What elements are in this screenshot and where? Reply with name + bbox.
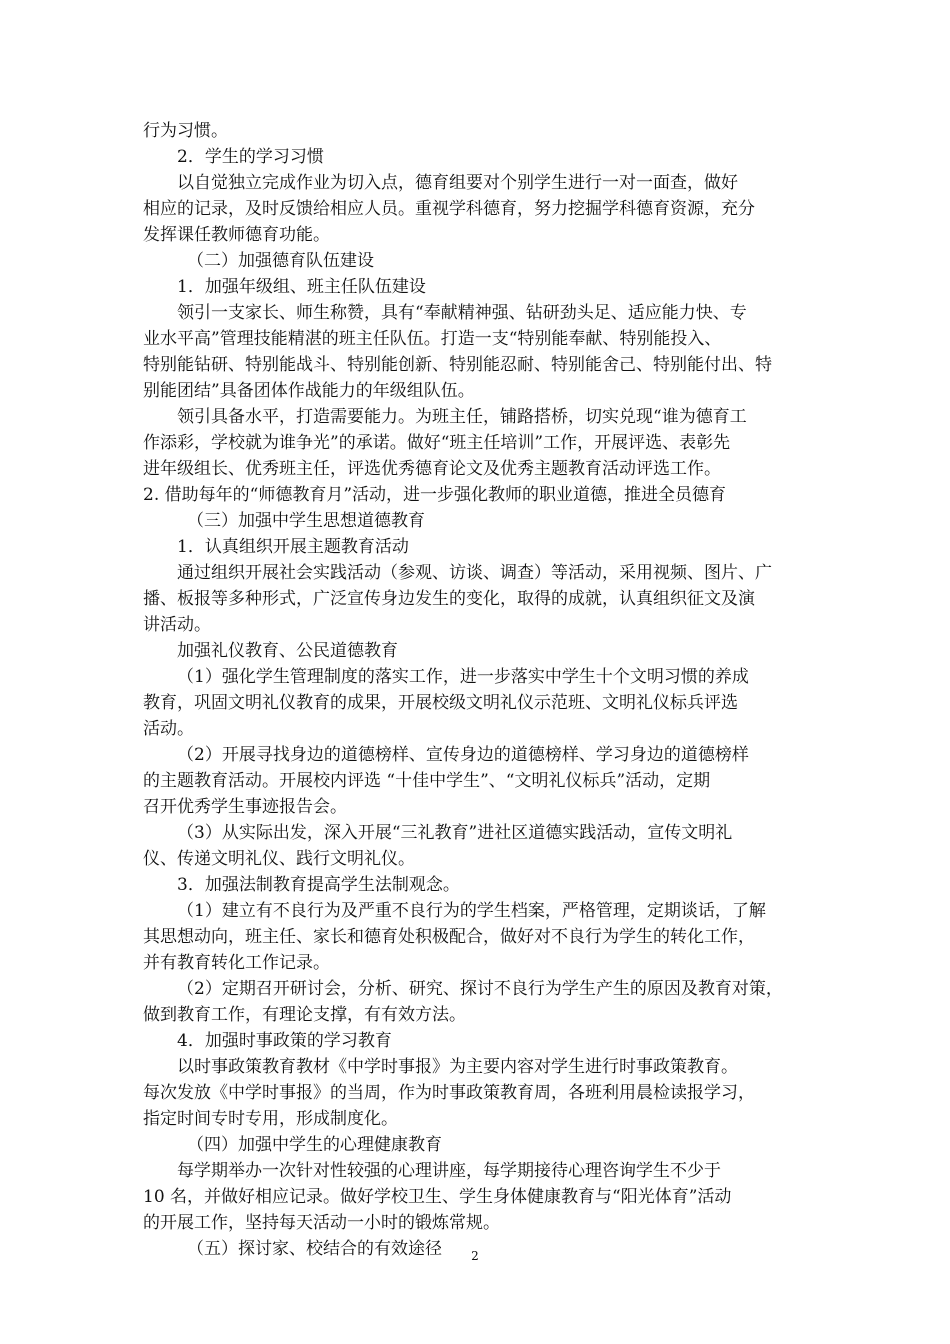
text-line: （1）强化学生管理制度的落实工作，进一步落实中学生十个文明习惯的养成	[177, 667, 749, 687]
text-line: 发挥课任教师德育功能。	[143, 225, 330, 245]
text-line: 1．认真组织开展主题教育活动	[177, 537, 409, 557]
text-line: 作添彩，学校就为谁争光”的承诺。做好“班主任培训”工作，开展评选、表彰先	[143, 433, 731, 453]
text-line: 每学期举办一次针对性较强的心理讲座，每学期接待心理咨询学生不少于	[177, 1161, 721, 1181]
text-line: 讲活动。	[143, 615, 211, 635]
text-line: 播、板报等多种形式，广泛宣传身边发生的变化，取得的成就，认真组织征文及演	[143, 589, 755, 609]
text-line: 并有教育转化工作记录。	[143, 953, 330, 973]
text-line: 10 名，并做好相应记录。做好学校卫生、学生身体健康教育与“阳光体育”活动	[143, 1187, 732, 1207]
text-line: 其思想动向，班主任、家长和德育处积极配合，做好对不良行为学生的转化工作，	[143, 927, 755, 947]
text-line: 行为习惯。	[143, 121, 228, 141]
text-line: 教育，巩固文明礼仪教育的成果，开展校级文明礼仪示范班、文明礼仪标兵评选	[143, 693, 738, 713]
text-line: 业水平高”管理技能精湛的班主任队伍。打造一支“特别能奉献、特别能投入、	[143, 329, 722, 349]
text-line: 4．加强时事政策的学习教育	[177, 1031, 392, 1051]
text-line: 以时事政策教育教材《中学时事报》为主要内容对学生进行时事政策教育。	[177, 1057, 738, 1077]
text-line: 进年级组长、优秀班主任，评选优秀德育论文及优秀主题教育活动评选工作。	[143, 459, 721, 479]
text-line: 领引具备水平，打造需要能力。为班主任，铺路搭桥，切实兑现“谁为德育工	[177, 407, 747, 427]
text-line: 以自觉独立完成作业为切入点，德育组要对个别学生进行一对一面查，做好	[177, 173, 738, 193]
text-line: 别能团结”具备团体作战能力的年级组队伍。	[143, 381, 475, 401]
text-line: 召开优秀学生事迹报告会。	[143, 797, 347, 817]
text-line: 2. 借助每年的“师德教育月”活动，进一步强化教师的职业道德，推进全员德育	[143, 485, 727, 505]
text-line: （1）建立有不良行为及严重不良行为的学生档案，严格管理，定期谈话，了解	[177, 901, 766, 921]
text-line: 仪、传递文明礼仪、践行文明礼仪。	[143, 849, 415, 869]
text-line: 指定时间专时专用，形成制度化。	[143, 1109, 398, 1129]
text-line: 相应的记录，及时反馈给相应人员。重视学科德育，努力挖掘学科德育资源，充分	[143, 199, 755, 219]
text-line: 1．加强年级组、班主任队伍建设	[177, 277, 426, 297]
text-line: 的开展工作，坚持每天活动一小时的锻炼常规。	[143, 1213, 500, 1233]
document-body	[143, 118, 813, 1262]
text-line: 的主题教育活动。开展校内评选 “十佳中学生”、“文明礼仪标兵”活动，定期	[143, 771, 711, 791]
text-line: 2．学生的学习习惯	[177, 147, 324, 167]
text-line: （2）定期召开研讨会，分析、研究、探讨不良行为学生产生的原因及教育对策，	[177, 979, 783, 999]
text-line: 领引一支家长、师生称赞，具有“奉献精神强、钻研劲头足、适应能力快、专	[177, 303, 747, 323]
page-number: 2	[471, 1249, 479, 1263]
text-line: （五）探讨家、校结合的有效途径	[187, 1239, 442, 1259]
text-line: 每次发放《中学时事报》的当周，作为时事政策教育周，各班利用晨检读报学习，	[143, 1083, 755, 1103]
text-line: 通过组织开展社会实践活动（参观、访谈、调查）等活动，采用视频、图片、广	[177, 563, 772, 583]
text-line: （四）加强中学生的心理健康教育	[187, 1135, 442, 1155]
text-line: 3．加强法制教育提高学生法制观念。	[177, 875, 460, 895]
text-line: 做到教育工作，有理论支撑，有有效方法。	[143, 1005, 466, 1025]
text-line: （三）加强中学生思想道德教育	[187, 511, 425, 531]
text-line: （2）开展寻找身边的道德榜样、宣传身边的道德榜样、学习身边的道德榜样	[177, 745, 749, 765]
text-line: （3）从实际出发，深入开展“三礼教育”进社区道德实践活动，宣传文明礼	[177, 823, 733, 843]
text-line: 加强礼仪教育、公民道德教育	[177, 641, 398, 661]
text-line: 特别能钻研、特别能战斗、特别能创新、特别能忍耐、特别能舍己、特别能付出、特	[143, 355, 772, 375]
text-line: 活动。	[143, 719, 194, 739]
text-line: （二）加强德育队伍建设	[187, 251, 374, 271]
